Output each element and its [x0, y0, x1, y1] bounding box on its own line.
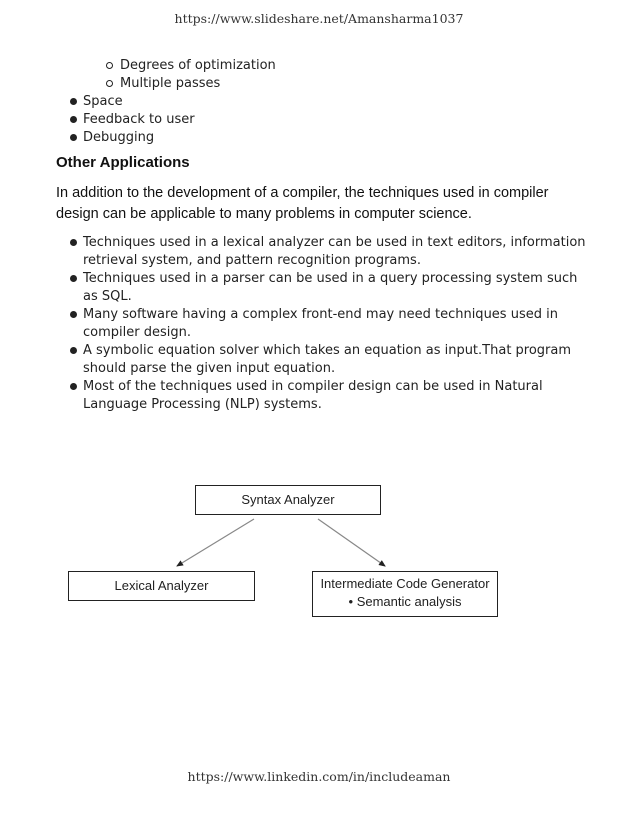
semantic-analysis-label: • Semantic analysis — [348, 594, 462, 609]
lexical-analyzer-label: Lexical Analyzer — [114, 578, 209, 593]
intermediate-code-generator-box — [312, 571, 498, 617]
list-item: Many software having a complex front-end may need techniques used in compiler design. — [70, 306, 590, 342]
list-item: Techniques used in a parser can be used in a query processing system such as SQL. — [70, 270, 590, 306]
sub-item-list — [106, 57, 276, 93]
applications-list — [70, 234, 590, 414]
lexical-analyzer-box — [68, 571, 255, 601]
list-item: Space — [70, 93, 195, 111]
list-item: A symbolic equation solver which takes an equation as input.That program should parse the given input equation. — [70, 342, 590, 378]
list-item: Multiple passes — [106, 75, 276, 93]
syntax-analyzer-label: Syntax Analyzer — [241, 492, 335, 507]
syntax-analyzer-box — [195, 485, 381, 515]
list-item: Most of the techniques used in compiler design can be used in Natural Language Processing (NLP) systems. — [70, 378, 590, 414]
arrow-to-lexical — [177, 519, 254, 566]
top-item-list — [70, 93, 195, 147]
footer-url: https://www.linkedin.com/in/includeaman — [187, 769, 451, 784]
section-heading: Other Applications — [56, 154, 190, 171]
list-item: Feedback to user — [70, 111, 195, 129]
header-url: https://www.slideshare.net/Amansharma1037 — [174, 11, 464, 26]
list-item: Debugging — [70, 129, 195, 147]
arrow-to-intermediate — [318, 519, 385, 566]
intermediate-code-generator-label: Intermediate Code Generator — [320, 576, 490, 591]
list-item: Techniques used in a lexical analyzer can be used in text editors, information retrieval system, and pattern recognition programs. — [70, 234, 590, 270]
list-item: Degrees of optimization — [106, 57, 276, 75]
section-paragraph: In addition to the development of a compiler, the techniques used in compiler design can be applicable to many problems in computer science. — [56, 185, 549, 222]
